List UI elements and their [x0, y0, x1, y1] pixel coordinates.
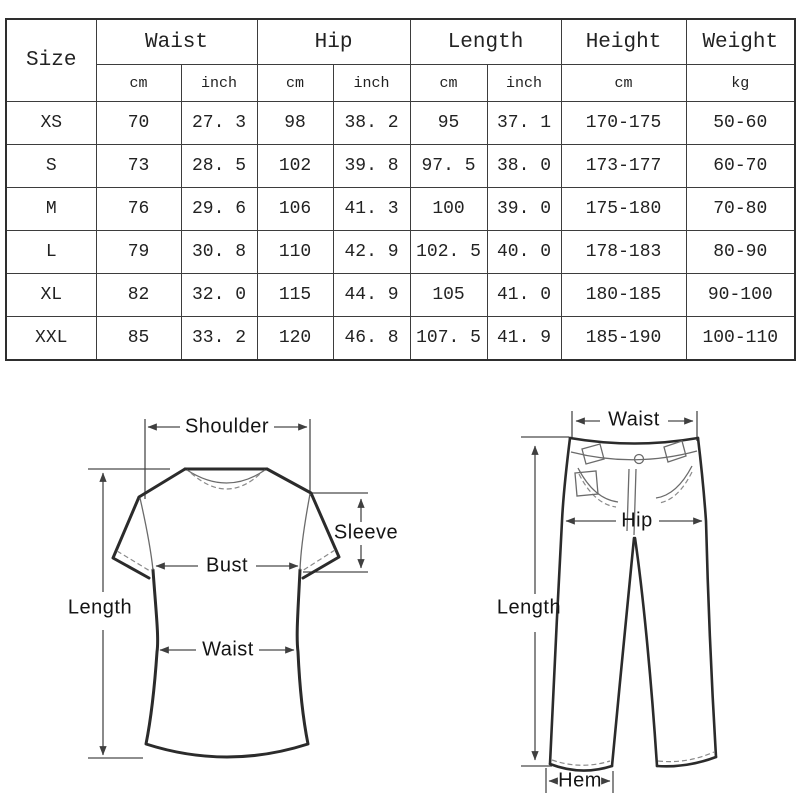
table-row-s: S 73 28. 5 102 39. 8 97. 5 38. 0 173-177 60-70 — [6, 145, 795, 188]
unit-weight-kg: kg — [686, 65, 795, 102]
col-header-size: Size — [6, 19, 96, 102]
table-row-xs: XS 70 27. 3 98 38. 2 95 37. 1 170-175 50-60 — [6, 102, 795, 145]
pants-hip-label: Hip — [621, 509, 653, 532]
shirt-bust-label: Bust — [205, 554, 249, 577]
size-cell: XL — [6, 274, 96, 317]
unit-length-inch: inch — [487, 65, 561, 102]
pants-hem-label: Hem — [558, 769, 602, 792]
table-row-xl: XL 82 32. 0 115 44. 9 105 41. 0 180-185 90-100 — [6, 274, 795, 317]
col-group-height: Height — [561, 19, 686, 65]
table-row-xxl: XXL 85 33. 2 120 46. 8 107. 5 41. 9 185-190 100-110 — [6, 317, 795, 361]
unit-hip-cm: cm — [257, 65, 333, 102]
size-cell: L — [6, 231, 96, 274]
col-group-weight: Weight — [686, 19, 795, 65]
pants-measurement-diagram — [480, 390, 800, 800]
size-cell: M — [6, 188, 96, 231]
size-cell: XS — [6, 102, 96, 145]
size-cell: S — [6, 145, 96, 188]
unit-hip-inch: inch — [333, 65, 410, 102]
table-row-m: M 76 29. 6 106 41. 3 100 39. 0 175-180 70-80 — [6, 188, 795, 231]
unit-height-cm: cm — [561, 65, 686, 102]
tshirt-outline — [113, 469, 339, 757]
shirt-sleeve-label: Sleeve — [333, 521, 399, 544]
shirt-waist-label: Waist — [202, 638, 254, 661]
shirt-shoulder-label: Shoulder — [184, 415, 270, 438]
col-group-hip: Hip — [257, 19, 410, 65]
size-cell: XXL — [6, 317, 96, 361]
pants-length-label: Length — [496, 596, 562, 619]
unit-waist-cm: cm — [96, 65, 181, 102]
pants-detail-lines — [552, 441, 714, 765]
col-group-waist: Waist — [96, 19, 257, 65]
size-chart-table — [5, 18, 796, 361]
shirt-length-label: Length — [67, 596, 133, 619]
pants-outline — [550, 438, 716, 771]
unit-waist-inch: inch — [181, 65, 257, 102]
unit-length-cm: cm — [410, 65, 487, 102]
table-row-l: L 79 30. 8 110 42. 9 102. 5 40. 0 178-183 80-90 — [6, 231, 795, 274]
pants-waist-label: Waist — [608, 408, 660, 431]
col-group-length: Length — [410, 19, 561, 65]
tshirt-measurement-diagram — [0, 390, 460, 800]
